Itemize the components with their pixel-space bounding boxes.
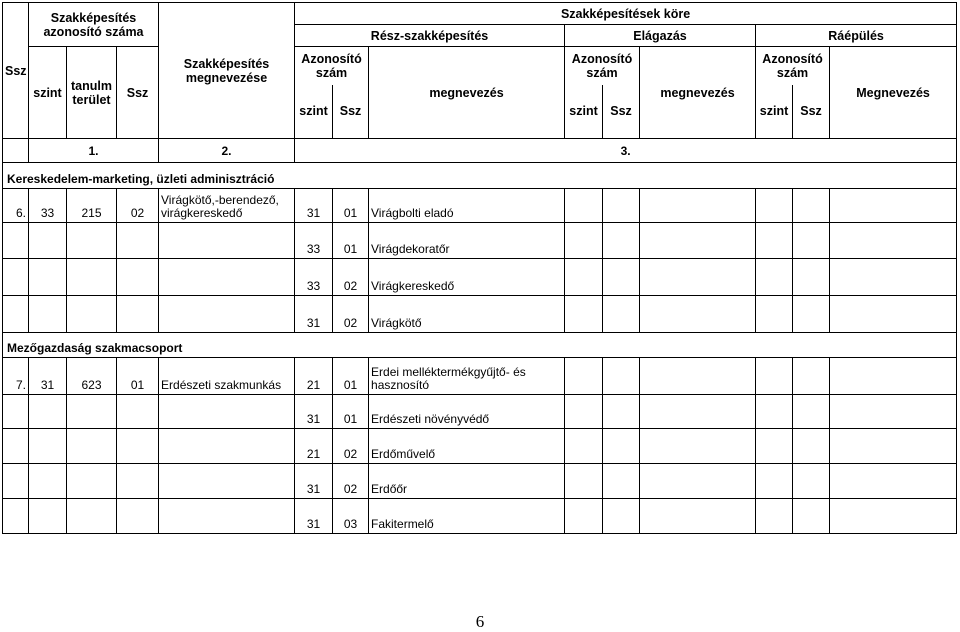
column-number: 1.: [29, 139, 159, 163]
column-number: 2.: [159, 139, 295, 163]
header-qualification-scope: Szakképesítések köre: [295, 3, 957, 25]
sub-szint: 21: [295, 358, 333, 395]
sub-szint: 33: [295, 223, 333, 259]
header-ssz: Ssz: [3, 3, 29, 139]
sub-name: Erdőművelő: [369, 429, 565, 464]
sub-ssz: 01: [333, 223, 369, 259]
sub-name: Virágbolti eladó: [369, 189, 565, 223]
header-szint: szint: [29, 47, 67, 139]
sub-name: Erdei melléktermékgyűjtő- és hasznosító: [369, 358, 565, 395]
sub-ssz: 02: [333, 429, 369, 464]
header-partial-ssz: Ssz: [333, 85, 369, 139]
row-qualification-name: Erdészeti szakmunkás: [159, 358, 295, 395]
header-tanulmanyi-terulet: tanulm terület: [67, 47, 117, 139]
header-building-ssz: Ssz: [793, 85, 830, 139]
sub-ssz: 01: [333, 395, 369, 429]
row-qualification-name: Virágkötő,-berendező, virágkereskedő: [159, 189, 295, 223]
sub-ssz: 01: [333, 358, 369, 395]
row-ssz: 7.: [3, 358, 29, 395]
header-partial-id: Azonosító szám: [295, 47, 369, 85]
header-building-szint: szint: [756, 85, 793, 139]
header-partial-szint: szint: [295, 85, 333, 139]
sub-name: Virágdekoratőr: [369, 223, 565, 259]
table-row: [3, 296, 957, 333]
row-ssz: 6.: [3, 189, 29, 223]
header-building-id: Azonosító szám: [756, 47, 830, 85]
sub-szint: 31: [295, 499, 333, 534]
sub-ssz: 02: [333, 464, 369, 499]
section-title: Kereskedelem-marketing, üzleti adminisztráció: [3, 163, 957, 189]
sub-ssz: 02: [333, 296, 369, 333]
sub-szint: 31: [295, 189, 333, 223]
page-number: 6: [475, 612, 485, 631]
section-title: Mezőgazdaság szakmacsoport: [3, 333, 957, 358]
header-qualification-name: Szakképesítés megnevezése: [159, 3, 295, 139]
table-row: [3, 395, 957, 429]
table-row: [3, 223, 957, 259]
table-row: [3, 358, 957, 395]
table-row: [3, 499, 957, 534]
row-szint: 33: [29, 189, 67, 223]
header-qualification-id: Szakképesítés azonosító száma: [29, 3, 159, 47]
table-row: [3, 259, 957, 296]
qualification-table: [2, 2, 957, 534]
header-partial-qualification: Rész-szakképesítés: [295, 25, 565, 47]
sub-ssz: 02: [333, 259, 369, 296]
sub-name: Erdészeti növényvédő: [369, 395, 565, 429]
header-branching: Elágazás: [565, 25, 756, 47]
header-branching-ssz: Ssz: [603, 85, 640, 139]
sub-szint: 33: [295, 259, 333, 296]
header-building-name: Megnevezés: [830, 47, 957, 139]
row-ssz2: 02: [117, 189, 159, 223]
sub-name: Fakitermelő: [369, 499, 565, 534]
header-ssz-small: Ssz: [117, 47, 159, 139]
header-partial-name: megnevezés: [369, 47, 565, 139]
sub-szint: 31: [295, 395, 333, 429]
row-szint: 31: [29, 358, 67, 395]
sub-szint: 21: [295, 429, 333, 464]
header-branching-szint: szint: [565, 85, 603, 139]
row-terulet: 623: [67, 358, 117, 395]
sub-name: Virágkereskedő: [369, 259, 565, 296]
row-terulet: 215: [67, 189, 117, 223]
table-row: [3, 464, 957, 499]
sub-name: Virágkötő: [369, 296, 565, 333]
sub-ssz: 01: [333, 189, 369, 223]
sub-ssz: 03: [333, 499, 369, 534]
row-ssz2: 01: [117, 358, 159, 395]
table-row: [3, 429, 957, 464]
header-branching-name: megnevezés: [640, 47, 756, 139]
sub-szint: 31: [295, 296, 333, 333]
sub-name: Erdőőr: [369, 464, 565, 499]
sub-szint: 31: [295, 464, 333, 499]
table-row: [3, 189, 957, 223]
header-building-on: Ráépülés: [756, 25, 957, 47]
header-branching-id: Azonosító szám: [565, 47, 640, 85]
column-number: 3.: [295, 139, 957, 163]
